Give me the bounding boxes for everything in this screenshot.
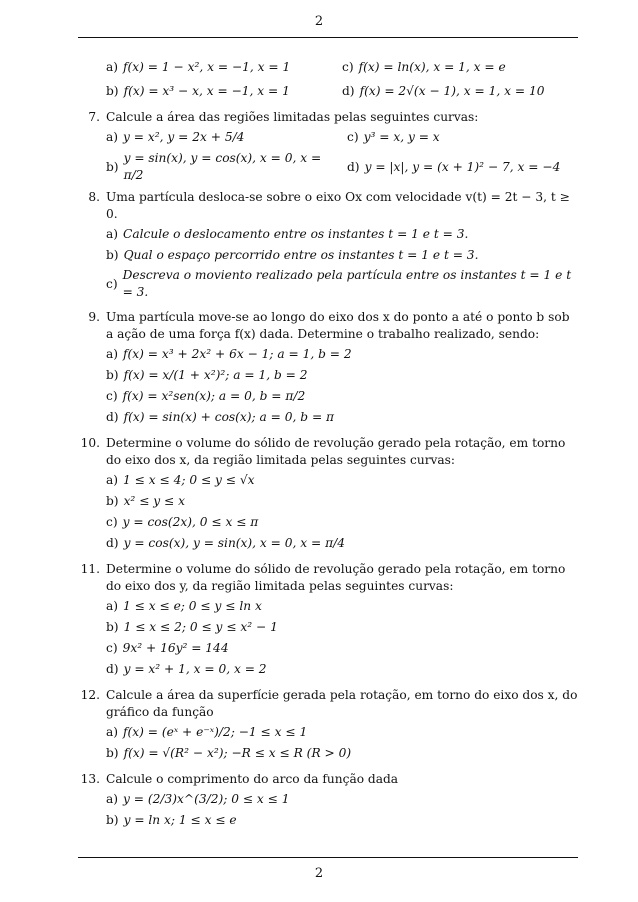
item-label: d)	[342, 83, 355, 98]
list-item	[342, 58, 578, 76]
item-label: a)	[106, 598, 119, 613]
problem-body	[106, 687, 578, 765]
item-expression: f(x) = (eˣ + e⁻ˣ)/2; −1 ≤ x ≤ 1	[123, 724, 308, 739]
problem-statement: Calcule o comprimento do arco da função dada	[106, 772, 399, 787]
problem-body	[106, 189, 578, 303]
problem-items	[106, 225, 578, 300]
problem-statement: Uma partícula move-se ao longo do eixo dos x do ponto a até o ponto b sob a ação de uma força f(x) dada. Determine o trabalho realizado, sendo:	[106, 310, 570, 341]
item-expression: f(x) = x/(1 + x²)²; a = 1, b = 2	[123, 367, 308, 382]
list-item	[106, 366, 578, 384]
list-item	[106, 246, 578, 264]
list-item	[106, 618, 578, 636]
list-item	[106, 744, 578, 762]
item-label: a)	[106, 724, 119, 739]
list-item	[106, 492, 578, 510]
item-label: b)	[106, 367, 119, 382]
item-label: d)	[106, 409, 119, 424]
list-item	[106, 534, 578, 552]
footer-page-number: 2	[314, 866, 324, 881]
list-item	[106, 471, 578, 489]
problem-10	[78, 435, 578, 555]
item-label: a)	[106, 59, 119, 74]
item-expression: f(x) = 1 − x², x = −1, x = 1	[123, 59, 291, 74]
intro-items	[78, 58, 578, 100]
item-label: a)	[106, 130, 119, 145]
item-label: b)	[106, 493, 119, 508]
problem-items	[106, 723, 578, 762]
item-expression: y = ln x; 1 ≤ x ≤ e	[123, 813, 237, 828]
item-label: d)	[106, 535, 119, 550]
list-item	[106, 791, 578, 809]
problem-statement: Determine o volume do sólido de revolução gerado pela rotação, em torno do eixo dos x, da região limitada pelas seguintes curvas:	[106, 436, 566, 467]
problem-body	[106, 309, 578, 429]
problem-number: 13.	[80, 772, 100, 787]
page-content	[78, 58, 578, 833]
footer-rule	[78, 857, 578, 858]
item-expression: f(x) = 2√(x − 1), x = 1, x = 10	[359, 83, 545, 98]
list-item	[347, 150, 578, 183]
list-item	[106, 128, 337, 146]
item-label: c)	[106, 388, 118, 403]
item-label: d)	[106, 661, 119, 676]
item-expression: 1 ≤ x ≤ e; 0 ≤ y ≤ ln x	[123, 598, 262, 613]
problem-13	[78, 771, 578, 832]
item-label: c)	[106, 276, 118, 291]
item-label: c)	[106, 640, 118, 655]
list-item	[106, 82, 342, 100]
list-item	[106, 660, 578, 678]
list-item	[106, 387, 578, 405]
item-expression: x² ≤ y ≤ x	[123, 493, 185, 508]
list-item	[342, 82, 578, 100]
item-label: c)	[347, 130, 359, 145]
list-item	[106, 267, 578, 300]
list-item	[106, 639, 578, 657]
problem-9	[78, 309, 578, 429]
list-item	[106, 723, 578, 741]
problem-11	[78, 561, 578, 681]
problem-number: 8.	[88, 190, 100, 205]
problem-items	[106, 471, 578, 552]
item-label: d)	[347, 159, 360, 174]
item-expression: y = x², y = 2x + 5/4	[123, 130, 245, 145]
item-expression: y³ = x, y = x	[363, 130, 440, 145]
problem-number: 10.	[80, 436, 100, 451]
list-item	[106, 513, 578, 531]
item-expression: f(x) = sin(x) + cos(x); a = 0, b = π	[123, 409, 335, 424]
item-label: b)	[106, 619, 119, 634]
item-expression: y = (2/3)x^(3/2); 0 ≤ x ≤ 1	[123, 792, 290, 807]
item-expression: y = x² + 1, x = 0, x = 2	[123, 661, 267, 676]
item-label: b)	[106, 248, 119, 263]
problem-items	[106, 345, 578, 426]
list-item	[106, 812, 578, 830]
item-expression: f(x) = x³ − x, x = −1, x = 1	[123, 83, 290, 98]
item-label: b)	[106, 159, 119, 174]
item-expression: 9x² + 16y² = 144	[122, 640, 229, 655]
list-item	[106, 345, 578, 363]
item-expression: y = cos(2x), 0 ≤ x ≤ π	[122, 514, 259, 529]
item-expression: f(x) = x³ + 2x² + 6x − 1; a = 1, b = 2	[123, 346, 352, 361]
item-expression: y = sin(x), y = cos(x), x = 0, x = π/2	[123, 151, 322, 182]
problem-number: 7.	[88, 110, 100, 124]
item-expression: 1 ≤ x ≤ 2; 0 ≤ y ≤ x² − 1	[123, 619, 278, 634]
item-expression: f(x) = x²sen(x); a = 0, b = π/2	[122, 388, 306, 403]
item-expression: y = |x|, y = (x + 1)² − 7, x = −4	[364, 159, 561, 174]
problem-body	[106, 561, 578, 681]
item-expression: Descreva o moviento realizado pela partícula entre os instantes t = 1 e t = 3.	[122, 268, 572, 299]
problem-body	[106, 771, 578, 832]
item-expression: Qual o espaço percorrido entre os instantes t = 1 e t = 3.	[123, 248, 479, 263]
item-label: a)	[106, 792, 119, 807]
item-expression: f(x) = ln(x), x = 1, x = e	[358, 59, 506, 74]
problem-statement: Calcule a área das regiões limitadas pelas seguintes curvas:	[106, 110, 479, 124]
problem-8	[78, 189, 578, 303]
problem-12	[78, 687, 578, 765]
problem-number: 11.	[80, 562, 100, 577]
item-expression: f(x) = √(R² − x²); −R ≤ x ≤ R (R > 0)	[123, 745, 352, 760]
item-label: a)	[106, 346, 119, 361]
item-expression: 1 ≤ x ≤ 4; 0 ≤ y ≤ √x	[123, 472, 255, 487]
problem-statement: Determine o volume do sólido de revolução gerado pela rotação, em torno do eixo dos y, da região limitada pelas seguintes curvas:	[106, 562, 566, 593]
item-label: b)	[106, 83, 119, 98]
problem-number: 12.	[80, 688, 100, 703]
problem-body	[106, 109, 578, 183]
list-item	[106, 58, 342, 76]
list-item	[106, 150, 337, 183]
problem-items	[106, 128, 578, 183]
item-label: a)	[106, 472, 119, 487]
list-item	[106, 597, 578, 615]
problem-number: 9.	[88, 310, 100, 325]
list-item	[347, 128, 578, 146]
item-label: a)	[106, 227, 119, 242]
header-rule	[78, 37, 578, 38]
problem-body	[106, 435, 578, 555]
problem-list	[78, 109, 578, 833]
item-label: c)	[342, 59, 354, 74]
header-page-number: 2	[314, 14, 324, 29]
problem-7	[78, 109, 578, 183]
problem-statement: Uma partícula desloca-se sobre o eixo Ox com velocidade v(t) = 2t − 3, t ≥ 0.	[106, 190, 570, 221]
item-expression: y = cos(x), y = sin(x), x = 0, x = π/4	[123, 535, 345, 550]
problem-items	[106, 791, 578, 830]
item-label: c)	[106, 514, 118, 529]
list-item	[106, 225, 578, 243]
problem-items	[106, 597, 578, 678]
item-label: b)	[106, 745, 119, 760]
problem-statement: Calcule a área da superfície gerada pela rotação, em torno do eixo dos x, do gráfico da função	[106, 688, 578, 719]
item-label: b)	[106, 813, 119, 828]
list-item	[106, 408, 578, 426]
item-expression: Calcule o deslocamento entre os instantes t = 1 e t = 3.	[123, 227, 469, 242]
